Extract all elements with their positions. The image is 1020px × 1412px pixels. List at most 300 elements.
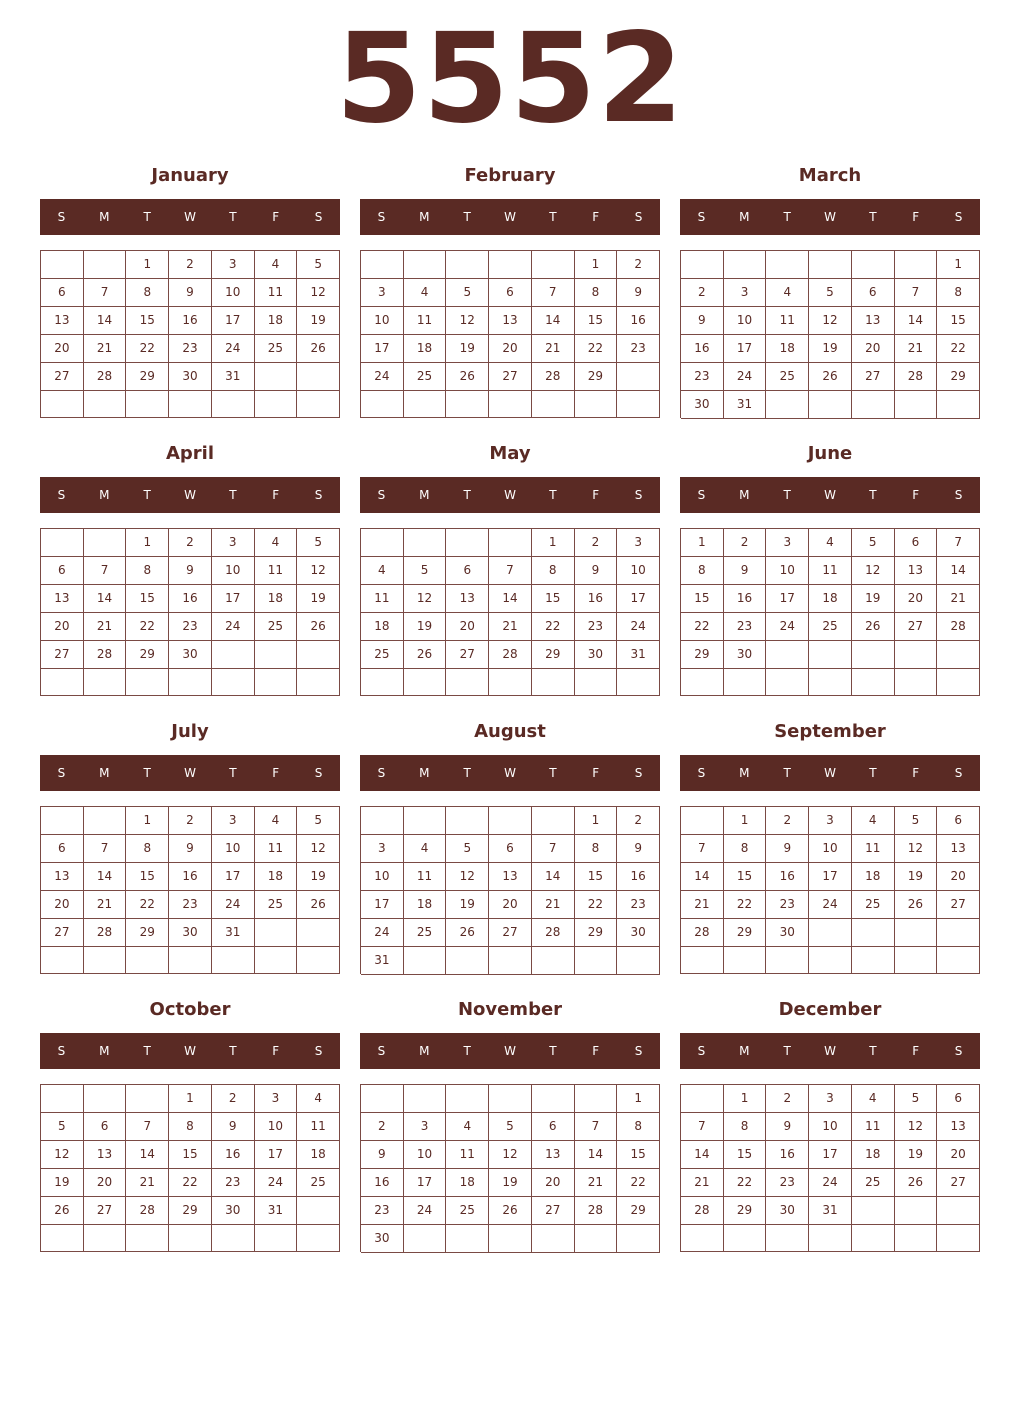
empty-day-cell: [297, 947, 340, 974]
day-cell: 22: [575, 335, 618, 363]
empty-day-cell: [937, 1197, 980, 1225]
weekday-label: T: [463, 488, 471, 502]
weekday-label: T: [869, 766, 877, 780]
day-cell: 5: [446, 279, 489, 307]
empty-day-cell: [852, 1225, 895, 1252]
day-cell: 27: [446, 641, 489, 669]
day-cell: 7: [532, 835, 575, 863]
weekday-label: M: [99, 488, 110, 502]
day-cell: 14: [681, 1141, 724, 1169]
empty-day-cell: [724, 669, 767, 696]
day-cell: 3: [255, 1085, 298, 1113]
weekday-label: F: [592, 1044, 600, 1058]
day-cell: 28: [126, 1197, 169, 1225]
day-grid: [40, 1084, 340, 1252]
day-cell: 11: [766, 307, 809, 335]
weekday-label: S: [634, 1044, 643, 1058]
empty-day-cell: [84, 1085, 127, 1113]
day-cell: 14: [532, 307, 575, 335]
day-cell: 21: [532, 335, 575, 363]
day-cell: 24: [724, 363, 767, 391]
day-cell: 27: [489, 363, 532, 391]
day-cell: 25: [255, 891, 298, 919]
empty-day-cell: [84, 807, 127, 835]
empty-day-cell: [766, 391, 809, 419]
day-cell: 11: [255, 835, 298, 863]
day-cell: 31: [724, 391, 767, 419]
weekday-label: M: [739, 210, 750, 224]
day-cell: 19: [895, 863, 938, 891]
day-cell: 8: [126, 279, 169, 307]
day-cell: 11: [404, 307, 447, 335]
day-cell: 5: [895, 1085, 938, 1113]
empty-day-cell: [404, 391, 447, 418]
day-cell: 13: [489, 863, 532, 891]
day-cell: 8: [724, 835, 767, 863]
empty-day-cell: [766, 251, 809, 279]
day-cell: 10: [255, 1113, 298, 1141]
day-cell: 8: [126, 557, 169, 585]
month-name: November: [457, 999, 563, 1020]
day-cell: 4: [404, 835, 447, 863]
day-cell: 28: [575, 1197, 618, 1225]
empty-day-cell: [809, 947, 852, 974]
day-cell: 19: [297, 307, 340, 335]
weekday-label: S: [314, 766, 323, 780]
day-cell: 12: [809, 307, 852, 335]
day-cell: 15: [575, 307, 618, 335]
day-cell: 13: [937, 835, 980, 863]
month-name: July: [171, 721, 209, 742]
empty-day-cell: [489, 1225, 532, 1253]
day-cell: 16: [169, 585, 212, 613]
day-cell: 21: [126, 1169, 169, 1197]
day-cell: 3: [361, 835, 404, 863]
day-cell: 14: [84, 307, 127, 335]
weekday-label: T: [143, 210, 151, 224]
day-cell: 21: [84, 613, 127, 641]
day-cell: 1: [126, 807, 169, 835]
day-cell: 4: [809, 529, 852, 557]
day-cell: 31: [212, 363, 255, 391]
day-cell: 17: [255, 1141, 298, 1169]
day-cell: 29: [532, 641, 575, 669]
month-name: April: [165, 443, 215, 464]
day-cell: 8: [532, 557, 575, 585]
empty-day-cell: [809, 641, 852, 669]
day-cell: 9: [169, 279, 212, 307]
empty-day-cell: [84, 1225, 127, 1252]
day-cell: 1: [532, 529, 575, 557]
day-cell: 28: [84, 919, 127, 947]
day-cell: 18: [852, 1141, 895, 1169]
day-cell: 7: [532, 279, 575, 307]
day-cell: 14: [126, 1141, 169, 1169]
empty-day-cell: [212, 1225, 255, 1252]
day-cell: 7: [681, 1113, 724, 1141]
weekday-label: W: [504, 488, 516, 502]
day-cell: 1: [617, 1085, 660, 1113]
day-cell: 26: [809, 363, 852, 391]
weekday-label: T: [463, 766, 471, 780]
day-cell: 15: [724, 863, 767, 891]
day-cell: 20: [937, 863, 980, 891]
day-cell: 7: [937, 529, 980, 557]
day-cell: 14: [84, 585, 127, 613]
day-cell: 13: [937, 1113, 980, 1141]
day-cell: 24: [255, 1169, 298, 1197]
weekday-label: W: [504, 766, 516, 780]
empty-day-cell: [937, 391, 980, 419]
day-cell: 12: [895, 835, 938, 863]
empty-day-cell: [895, 251, 938, 279]
day-cell: 20: [895, 585, 938, 613]
day-grid: [680, 806, 980, 974]
day-cell: 29: [575, 363, 618, 391]
day-cell: 3: [212, 529, 255, 557]
weekday-label: S: [697, 766, 706, 780]
day-cell: 21: [575, 1169, 618, 1197]
day-cell: 19: [297, 585, 340, 613]
weekday-label: S: [57, 488, 66, 502]
day-cell: 8: [575, 279, 618, 307]
empty-day-cell: [852, 669, 895, 696]
weekday-label: F: [272, 766, 280, 780]
day-cell: 10: [617, 557, 660, 585]
day-grid: [40, 806, 340, 974]
day-cell: 10: [212, 557, 255, 585]
day-cell: 16: [617, 307, 660, 335]
empty-day-cell: [575, 1085, 618, 1113]
day-cell: 6: [937, 807, 980, 835]
weekday-label: S: [314, 210, 323, 224]
empty-day-cell: [169, 669, 212, 696]
weekday-label: M: [739, 766, 750, 780]
day-cell: 26: [852, 613, 895, 641]
day-cell: 27: [84, 1197, 127, 1225]
empty-day-cell: [404, 669, 447, 696]
weekday-label: M: [739, 488, 750, 502]
empty-day-cell: [297, 391, 340, 418]
day-cell: 11: [852, 1113, 895, 1141]
day-cell: 18: [361, 613, 404, 641]
day-cell: 16: [169, 307, 212, 335]
day-cell: 3: [404, 1113, 447, 1141]
day-cell: 22: [126, 613, 169, 641]
day-cell: 21: [84, 891, 127, 919]
weekday-header: [360, 199, 660, 235]
day-cell: 29: [681, 641, 724, 669]
empty-day-cell: [681, 669, 724, 696]
day-cell: 10: [809, 835, 852, 863]
empty-day-cell: [575, 391, 618, 418]
empty-day-cell: [255, 363, 298, 391]
empty-day-cell: [724, 947, 767, 974]
day-cell: 23: [617, 335, 660, 363]
day-cell: 17: [361, 335, 404, 363]
day-cell: 6: [84, 1113, 127, 1141]
empty-day-cell: [852, 947, 895, 974]
day-cell: 14: [84, 863, 127, 891]
weekday-label: T: [143, 766, 151, 780]
day-cell: 30: [361, 1225, 404, 1253]
day-cell: 24: [212, 891, 255, 919]
weekday-header: [40, 199, 340, 235]
day-cell: 4: [255, 807, 298, 835]
day-grid: [40, 528, 340, 696]
weekday-label: F: [912, 210, 920, 224]
day-cell: 8: [724, 1113, 767, 1141]
day-cell: 25: [404, 363, 447, 391]
day-cell: 8: [126, 835, 169, 863]
day-cell: 4: [297, 1085, 340, 1113]
empty-day-cell: [446, 1225, 489, 1253]
day-cell: 9: [766, 835, 809, 863]
day-cell: 1: [681, 529, 724, 557]
day-cell: 9: [617, 279, 660, 307]
day-cell: 19: [852, 585, 895, 613]
day-cell: 29: [724, 1197, 767, 1225]
weekday-label: S: [697, 1044, 706, 1058]
day-cell: 14: [489, 585, 532, 613]
day-cell: 12: [297, 557, 340, 585]
day-cell: 20: [852, 335, 895, 363]
day-cell: 25: [255, 335, 298, 363]
empty-day-cell: [852, 251, 895, 279]
day-cell: 31: [255, 1197, 298, 1225]
weekday-label: F: [592, 766, 600, 780]
day-cell: 24: [809, 891, 852, 919]
day-cell: 26: [297, 335, 340, 363]
weekday-header: [680, 477, 980, 513]
day-cell: 28: [84, 641, 127, 669]
day-cell: 17: [361, 891, 404, 919]
empty-day-cell: [575, 669, 618, 696]
day-cell: 18: [404, 891, 447, 919]
empty-day-cell: [489, 807, 532, 835]
day-cell: 28: [937, 613, 980, 641]
month-name: June: [807, 443, 853, 464]
weekday-label: S: [314, 1044, 323, 1058]
weekday-label: T: [549, 1044, 557, 1058]
day-cell: 3: [361, 279, 404, 307]
day-cell: 16: [212, 1141, 255, 1169]
day-cell: 21: [937, 585, 980, 613]
empty-day-cell: [84, 391, 127, 418]
weekday-header: [680, 755, 980, 791]
empty-day-cell: [404, 1225, 447, 1253]
empty-day-cell: [617, 363, 660, 391]
weekday-label: F: [272, 210, 280, 224]
day-cell: 27: [852, 363, 895, 391]
empty-day-cell: [766, 641, 809, 669]
day-cell: 30: [617, 919, 660, 947]
day-cell: 16: [724, 585, 767, 613]
empty-day-cell: [169, 391, 212, 418]
day-cell: 20: [532, 1169, 575, 1197]
day-cell: 20: [84, 1169, 127, 1197]
day-cell: 16: [766, 863, 809, 891]
weekday-label: F: [592, 210, 600, 224]
weekday-label: S: [377, 488, 386, 502]
day-cell: 14: [681, 863, 724, 891]
day-cell: 21: [895, 335, 938, 363]
empty-day-cell: [532, 947, 575, 975]
month-name: January: [151, 165, 229, 186]
day-cell: 5: [852, 529, 895, 557]
day-cell: 16: [361, 1169, 404, 1197]
day-cell: 27: [937, 1169, 980, 1197]
day-cell: 18: [255, 863, 298, 891]
month-july: [40, 716, 340, 994]
day-cell: 24: [361, 363, 404, 391]
day-cell: 9: [212, 1113, 255, 1141]
weekday-label: T: [783, 210, 791, 224]
weekday-label: W: [824, 766, 836, 780]
day-cell: 26: [489, 1197, 532, 1225]
month-june: [680, 438, 980, 716]
empty-day-cell: [895, 641, 938, 669]
day-cell: 22: [169, 1169, 212, 1197]
day-cell: 31: [212, 919, 255, 947]
weekday-header: [40, 477, 340, 513]
empty-day-cell: [84, 529, 127, 557]
weekday-label: S: [697, 488, 706, 502]
weekday-header: [680, 199, 980, 235]
day-cell: 5: [297, 529, 340, 557]
day-cell: 3: [617, 529, 660, 557]
day-cell: 13: [532, 1141, 575, 1169]
day-cell: 11: [255, 279, 298, 307]
day-cell: 18: [404, 335, 447, 363]
month-name: December: [778, 999, 882, 1020]
day-cell: 18: [446, 1169, 489, 1197]
empty-day-cell: [212, 669, 255, 696]
day-cell: 14: [532, 863, 575, 891]
weekday-label: F: [912, 1044, 920, 1058]
empty-day-cell: [41, 1085, 84, 1113]
month-august: [360, 716, 660, 994]
day-cell: 23: [361, 1197, 404, 1225]
day-grid: [680, 1084, 980, 1252]
empty-day-cell: [681, 807, 724, 835]
day-cell: 25: [809, 613, 852, 641]
day-cell: 20: [41, 335, 84, 363]
weekday-label: S: [57, 766, 66, 780]
day-cell: 6: [532, 1113, 575, 1141]
day-cell: 18: [852, 863, 895, 891]
day-cell: 23: [212, 1169, 255, 1197]
month-february: [360, 160, 660, 438]
empty-day-cell: [255, 669, 298, 696]
day-cell: 13: [41, 863, 84, 891]
day-cell: 22: [126, 335, 169, 363]
year-title: 5552: [335, 7, 685, 151]
empty-day-cell: [937, 641, 980, 669]
day-cell: 17: [809, 1141, 852, 1169]
day-cell: 27: [532, 1197, 575, 1225]
day-cell: 26: [404, 641, 447, 669]
day-cell: 6: [852, 279, 895, 307]
day-cell: 27: [41, 919, 84, 947]
day-cell: 15: [937, 307, 980, 335]
day-cell: 7: [84, 279, 127, 307]
day-cell: 23: [169, 891, 212, 919]
empty-day-cell: [617, 1225, 660, 1253]
day-cell: 6: [937, 1085, 980, 1113]
day-cell: 29: [126, 641, 169, 669]
weekday-label: F: [912, 766, 920, 780]
day-cell: 29: [575, 919, 618, 947]
weekday-label: T: [869, 1044, 877, 1058]
day-cell: 7: [575, 1113, 618, 1141]
empty-day-cell: [84, 947, 127, 974]
day-cell: 13: [84, 1141, 127, 1169]
weekday-label: F: [592, 488, 600, 502]
day-cell: 3: [212, 251, 255, 279]
day-cell: 22: [532, 613, 575, 641]
weekday-label: W: [184, 488, 196, 502]
day-cell: 6: [41, 557, 84, 585]
month-name: September: [774, 721, 886, 742]
day-cell: 29: [126, 363, 169, 391]
empty-day-cell: [297, 1225, 340, 1252]
day-cell: 18: [809, 585, 852, 613]
day-cell: 15: [681, 585, 724, 613]
day-cell: 20: [41, 613, 84, 641]
day-cell: 11: [297, 1113, 340, 1141]
weekday-label: T: [549, 766, 557, 780]
empty-day-cell: [361, 807, 404, 835]
weekday-label: W: [824, 210, 836, 224]
day-cell: 24: [212, 613, 255, 641]
weekday-label: T: [869, 488, 877, 502]
day-cell: 7: [895, 279, 938, 307]
day-cell: 30: [766, 919, 809, 947]
weekday-label: M: [99, 766, 110, 780]
empty-day-cell: [41, 251, 84, 279]
day-cell: 23: [681, 363, 724, 391]
empty-day-cell: [255, 947, 298, 974]
day-cell: 3: [809, 807, 852, 835]
empty-day-cell: [404, 529, 447, 557]
month-january: [40, 160, 340, 438]
empty-day-cell: [766, 947, 809, 974]
empty-day-cell: [255, 641, 298, 669]
day-cell: 12: [446, 863, 489, 891]
day-cell: 4: [255, 251, 298, 279]
day-cell: 23: [169, 335, 212, 363]
empty-day-cell: [404, 251, 447, 279]
day-cell: 17: [766, 585, 809, 613]
day-cell: 19: [809, 335, 852, 363]
day-cell: 2: [169, 251, 212, 279]
empty-day-cell: [126, 391, 169, 418]
day-cell: 19: [895, 1141, 938, 1169]
day-cell: 10: [212, 279, 255, 307]
empty-day-cell: [895, 669, 938, 696]
day-cell: 9: [681, 307, 724, 335]
day-cell: 6: [489, 835, 532, 863]
weekday-label: M: [99, 1044, 110, 1058]
empty-day-cell: [446, 1085, 489, 1113]
empty-day-cell: [212, 947, 255, 974]
day-cell: 26: [446, 919, 489, 947]
day-cell: 16: [617, 863, 660, 891]
empty-day-cell: [212, 641, 255, 669]
month-september: [680, 716, 980, 994]
day-cell: 31: [617, 641, 660, 669]
